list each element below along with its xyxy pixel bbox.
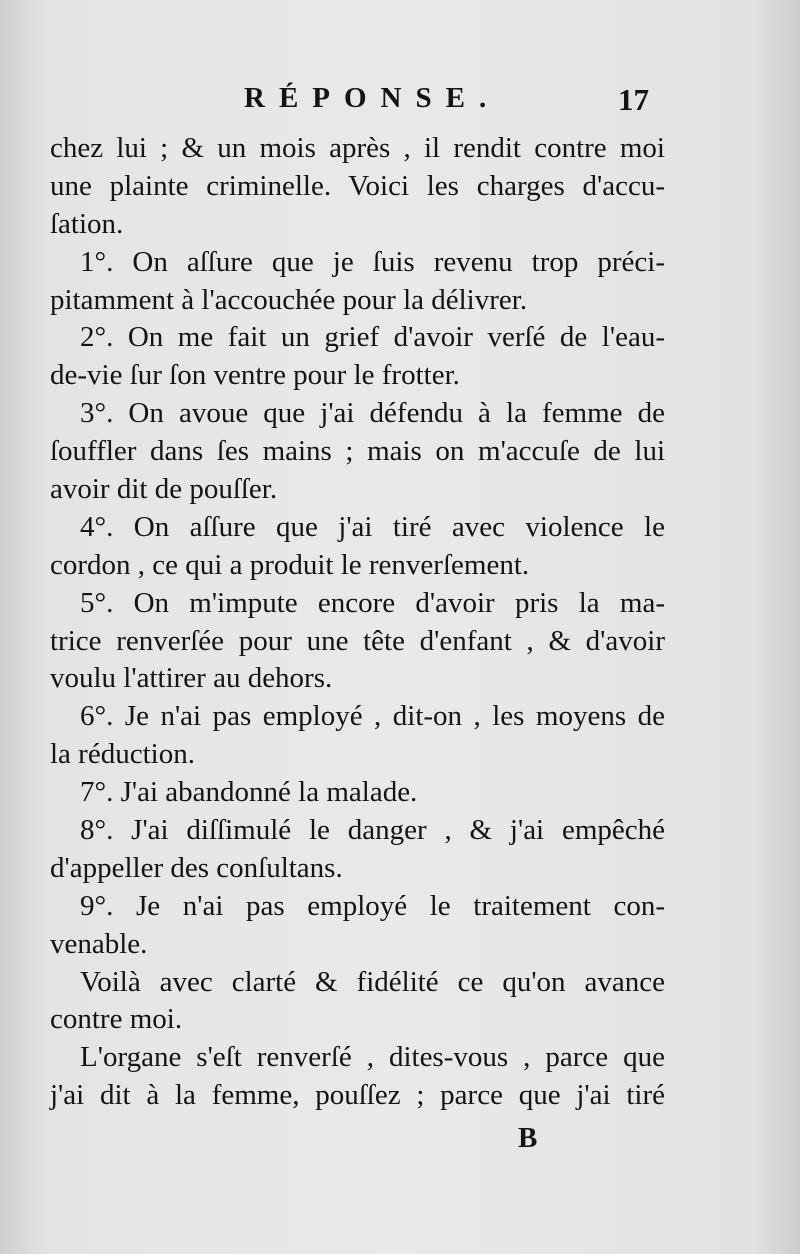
text-line: 4°. On aſſure que j'ai tiré avec violence le	[80, 510, 665, 543]
text-line: 6°. Je n'ai pas employé , dit-on , les moyens de	[80, 700, 665, 733]
text-line: L'organe s'eſt renverſé , dites-vous , parce que	[80, 1041, 665, 1074]
text-line: d'appeller des conſultans.	[50, 851, 343, 884]
text-line: 8°. J'ai diſſimulé le danger , & j'ai empêché	[80, 814, 665, 847]
signature-mark: B	[518, 1122, 538, 1154]
text-line: trice renverſée pour une tête d'enfant , & d'avoir	[50, 624, 665, 657]
text-line: 5°. On m'impute encore d'avoir pris la ma-	[80, 586, 665, 619]
text-line: 1°. On aſſure que je ſuis revenu trop préci-	[80, 245, 665, 278]
text-line: venable.	[50, 927, 148, 960]
text-line: 7°. J'ai abandonné la malade.	[80, 776, 418, 809]
body-text	[50, 130, 665, 1115]
text-line: 3°. On avoue que j'ai défendu à la femme de	[80, 397, 665, 430]
text-line: cordon , ce qui a produit le renverſement.	[50, 548, 530, 581]
text-line: avoir dit de pouſſer.	[50, 473, 278, 506]
text-line: voulu l'attirer au dehors.	[50, 662, 333, 695]
running-title: RÉPONSE.	[244, 82, 501, 114]
text-line: ſouffler dans ſes mains ; mais on m'accuſe de lui	[50, 435, 665, 468]
text-line: j'ai dit à la femme, pouſſez ; parce que j'ai tiré	[50, 1079, 665, 1112]
text-line: 9°. Je n'ai pas employé le traitement con-	[80, 889, 665, 922]
text-line: une plainte criminelle. Voici les charges d'accu-	[50, 169, 665, 202]
text-line: pitamment à l'accouchée pour la délivrer.	[50, 283, 528, 316]
text-line: la réduction.	[50, 738, 195, 771]
text-line: Voilà avec clarté & fidélité ce qu'on avance	[80, 965, 665, 998]
text-line: contre moi.	[50, 1003, 183, 1036]
text-line: chez lui ; & un mois après , il rendit contre moi	[50, 132, 665, 164]
page-number: 17	[618, 82, 649, 117]
text-line: de-vie ſur ſon ventre pour le frotter.	[50, 359, 460, 392]
page-header	[0, 80, 800, 130]
text-line: 2°. On me fait un grief d'avoir verſé de l'eau-	[80, 321, 665, 354]
text-line: ſation.	[50, 207, 124, 240]
